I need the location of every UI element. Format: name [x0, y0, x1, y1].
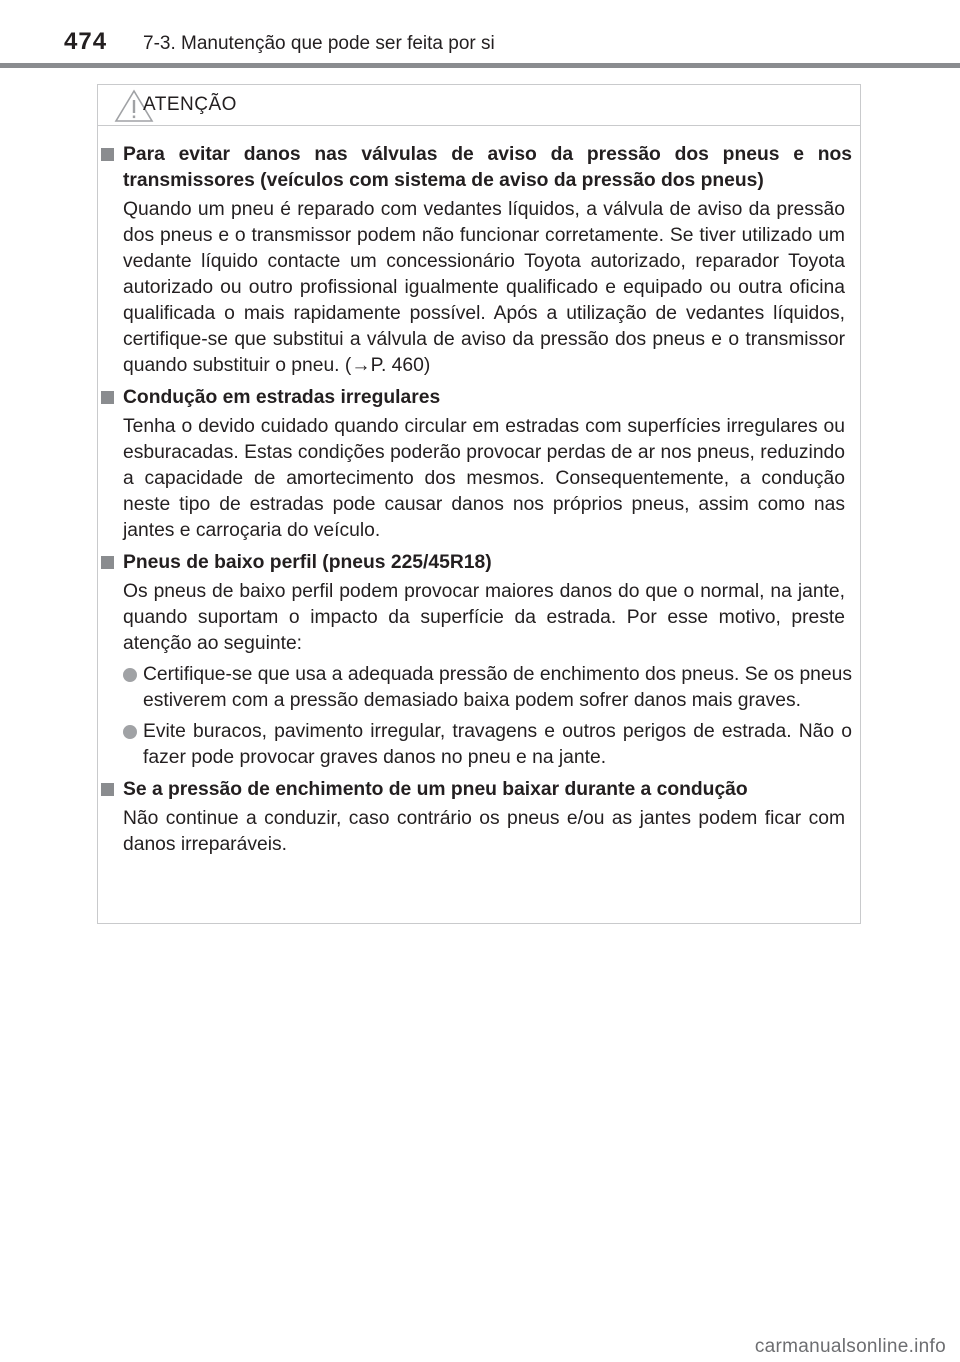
- item-heading-text: Para evitar danos nas válvulas de aviso da pressão dos pneus e nos transmissores (veículos com sistema de aviso da pressão dos pneus): [123, 144, 852, 191]
- item-paragraph: Quando um pneu é reparado com vedantes líquidos, a válvula de aviso da pressão dos pneus e o transmissor podem não funcionar corretamente. Se tiver utilizado um vedante líquido contacte um concessionário Toyota autorizado, reparador Toyota autorizado ou outro profissional igualmente qualificado e equipado ou outra oficina qualificada o mais rapidamente possível. Após a utilização de vedantes líquidos, certifique-se que substitui a válvula de aviso da pressão dos pneus e o transmissor quando substituir o pneu. (→P. 460): [123, 199, 845, 376]
- warning-body: [98, 142, 860, 864]
- item-heading-text: Condução em estradas irregulares: [123, 387, 441, 408]
- warning-item: [98, 385, 860, 544]
- item-heading: [98, 385, 860, 411]
- watermark-link[interactable]: carmanualsonline.info: [754, 1336, 946, 1357]
- item-heading-text: Se a pressão de enchimento de um pneu baixar durante a condução: [123, 779, 748, 800]
- warning-item: [98, 777, 860, 858]
- item-paragraph: Não continue a conduzir, caso contrário os pneus e/ou as jantes podem ficar com danos irreparáveis.: [123, 808, 845, 855]
- warning-header: [98, 85, 860, 126]
- item-paragraph: Tenha o devido cuidado quando circular em estradas com superfícies irregulares ou esburacadas. Estas condições poderão provocar perdas de ar nos pneus, reduzindo a capacidade de amortecimento dos mesmos. Consequentemente, a condução neste tipo de estradas pode causar danos nos próprios pneus, assim como nas jantes e carroçaria do veículo.: [123, 416, 845, 541]
- warning-item: [98, 550, 860, 771]
- item-heading-text: Pneus de baixo perfil (pneus 225/45R18): [123, 552, 492, 573]
- square-bullet-icon: [101, 556, 114, 569]
- square-bullet-icon: [101, 148, 114, 161]
- page-header: [0, 0, 960, 70]
- warning-box: [97, 84, 861, 924]
- circle-bullet-icon: [123, 668, 137, 682]
- warning-item: [98, 142, 860, 379]
- square-bullet-icon: [101, 783, 114, 796]
- item-heading: [98, 550, 860, 576]
- circle-bullet-icon: [123, 725, 137, 739]
- item-paragraph: Os pneus de baixo perfil podem provocar maiores danos do que o normal, na jante, quando suportam o impacto da superfície da estrada. Por esse motivo, preste atenção ao seguinte:: [123, 581, 845, 654]
- item-heading: [98, 142, 860, 194]
- section-title: 7-3. Manutenção que pode ser feita por si: [143, 33, 495, 54]
- page-number: 474: [64, 28, 108, 55]
- warning-title: ATENÇÃO: [143, 94, 237, 115]
- item-heading: [98, 777, 860, 803]
- list-item: [98, 719, 860, 771]
- list-item-text: Evite buracos, pavimento irregular, travagens e outros perigos de estrada. Não o fazer pode provocar graves danos no pneu e na jante.: [143, 721, 852, 768]
- list-item: [98, 662, 860, 714]
- list-item-text: Certifique-se que usa a adequada pressão de enchimento dos pneus. Se os pneus estiverem com a pressão demasiado baixa podem sofrer danos mais graves.: [143, 664, 852, 711]
- header-rule: [0, 63, 960, 68]
- square-bullet-icon: [101, 391, 114, 404]
